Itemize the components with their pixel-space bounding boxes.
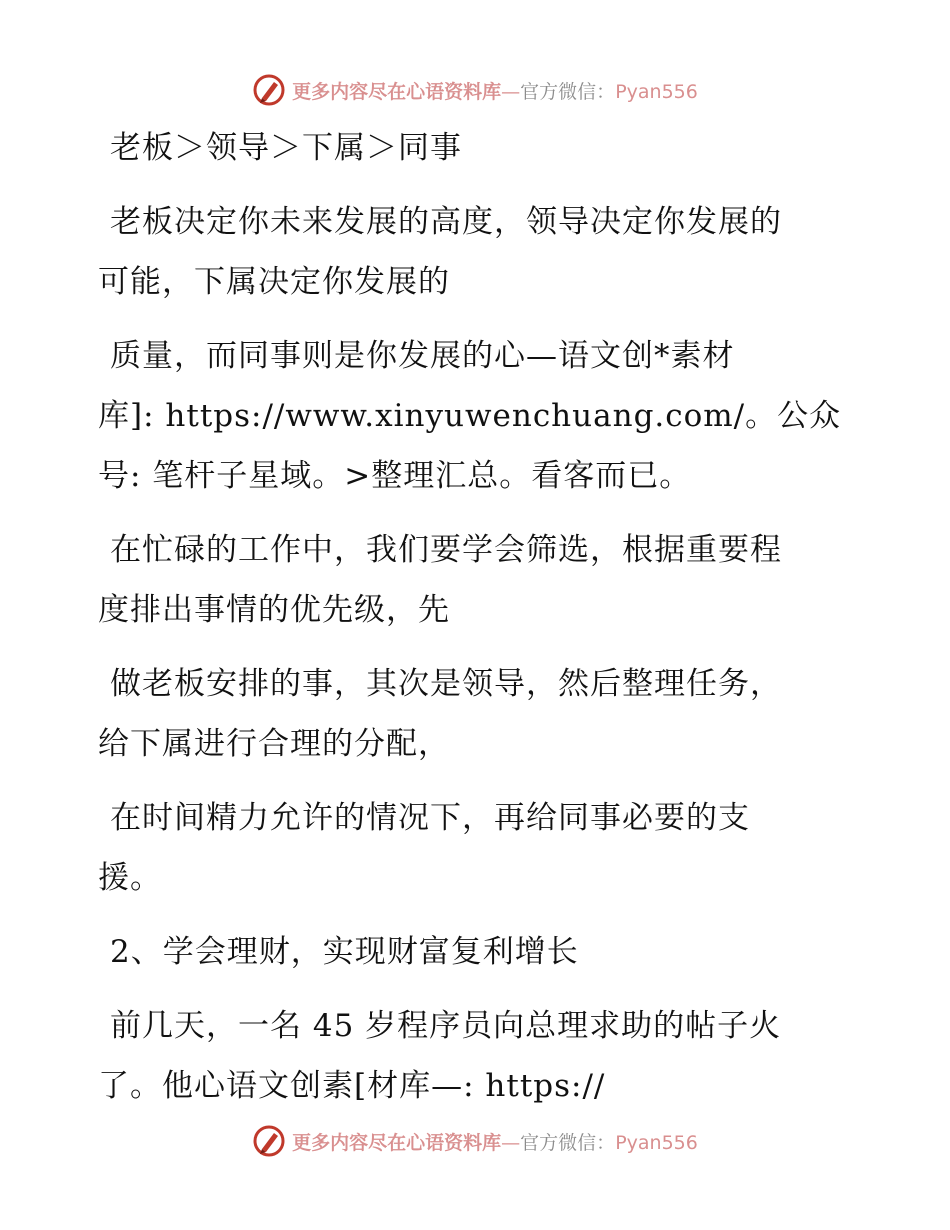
- text-line: 给下属进行合理的分配，: [98, 726, 450, 762]
- paragraph: [98, 326, 842, 506]
- paragraph: [98, 192, 838, 312]
- watermark-site-name: 更多内容尽在心语资料库: [292, 80, 502, 103]
- text-line: 库]: https://www.xinyuwenchuang.com/。公众: [98, 398, 842, 434]
- paragraph: [98, 788, 838, 908]
- document-body: [98, 118, 842, 1130]
- watermark-dash: —: [501, 80, 521, 103]
- paragraph: [98, 996, 838, 1116]
- watermark-site-name: 更多内容尽在心语资料库: [292, 1131, 502, 1154]
- watermark-wechat-id: Pyan556: [615, 80, 698, 103]
- text-line: 援。: [98, 860, 162, 896]
- text-line: 前几天，一名 45 岁程序员向总理求助的帖子火: [110, 1008, 782, 1044]
- watermark-wechat-id: Pyan556: [615, 1131, 698, 1154]
- text-line: 老板决定你未来发展的高度，领导决定你发展的: [110, 204, 782, 240]
- watermark-label: 官方微信：: [520, 80, 616, 103]
- text-line: 老板＞领导＞下属＞同事: [110, 130, 462, 166]
- text-line: 度排出事情的优先级，先: [98, 592, 450, 628]
- pen-logo-icon: [252, 1124, 286, 1158]
- footer-watermark: [0, 1121, 950, 1161]
- text-line: 在忙碌的工作中，我们要学会筛选，根据重要程: [110, 532, 782, 568]
- text-line: 质量，而同事则是你发展的心—语文创*素材: [110, 338, 735, 374]
- section-heading: [98, 922, 838, 982]
- paragraph: [98, 118, 838, 178]
- pen-logo-icon: [252, 73, 286, 107]
- text-line: 号: 笔杆子星域。>整理汇总。看客而已。: [98, 458, 692, 494]
- watermark-dash: —: [501, 1131, 521, 1154]
- text-line: 2、学会理财，实现财富复利增长: [110, 934, 579, 970]
- paragraph: [98, 520, 838, 640]
- watermark-label: 官方微信：: [520, 1131, 616, 1154]
- text-line: 了。他心语文创素[材库—: https://: [98, 1068, 606, 1104]
- paragraph: [98, 654, 838, 774]
- header-watermark: [0, 70, 950, 110]
- text-line: 在时间精力允许的情况下，再给同事必要的支: [110, 800, 750, 836]
- text-line: 做老板安排的事，其次是领导，然后整理任务，: [110, 666, 782, 702]
- text-line: 可能，下属决定你发展的: [98, 264, 450, 300]
